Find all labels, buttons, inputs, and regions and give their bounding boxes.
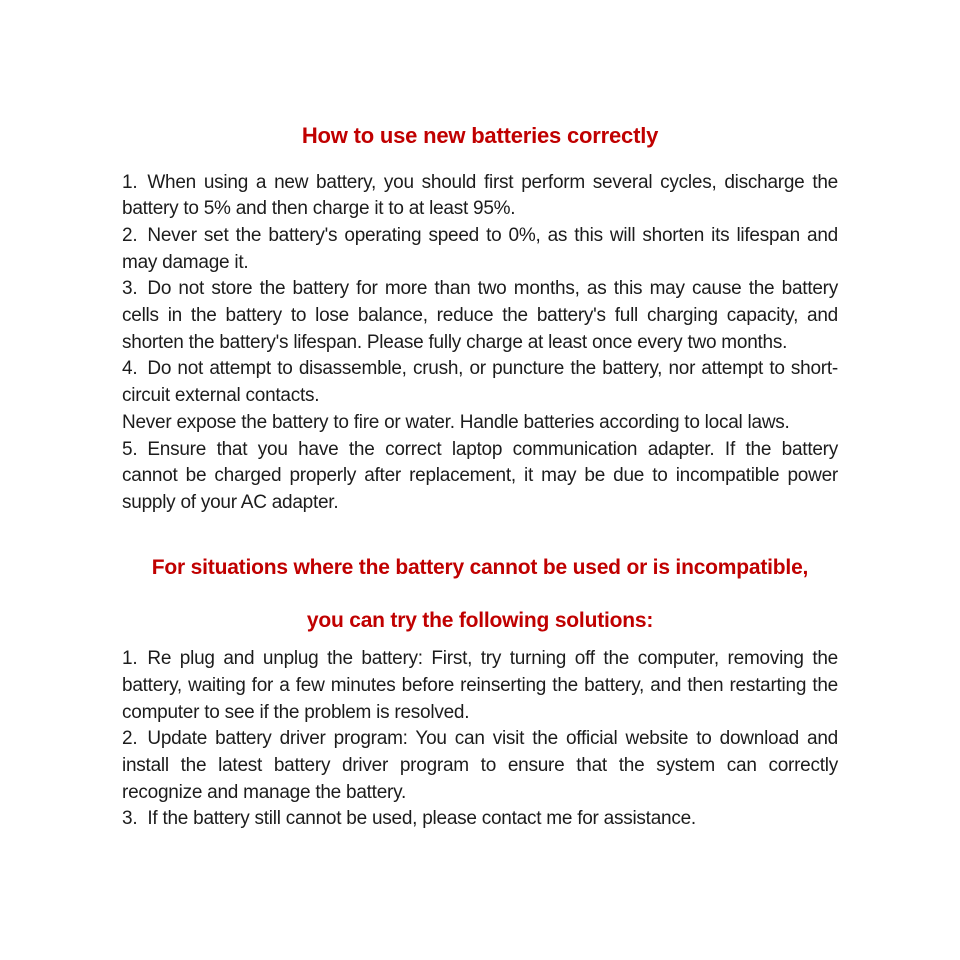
usage-instructions-list <box>122 170 838 517</box>
item-text: If the battery still cannot be used, please contact me for assistance. <box>147 808 696 830</box>
item-number: 3. <box>122 278 138 300</box>
list-item <box>122 646 838 726</box>
troubleshooting-heading-line2: you can try the following solutions: <box>306 608 654 632</box>
troubleshooting-heading-line1: For situations where the battery cannot be used or is incompatible, <box>151 555 809 579</box>
troubleshooting-solutions-list <box>122 646 838 833</box>
item-number: 1. <box>122 171 138 193</box>
list-item <box>122 356 838 409</box>
list-item <box>122 726 838 806</box>
item-number: 2. <box>122 728 138 750</box>
item-number: 5. <box>122 438 138 460</box>
list-item <box>122 410 838 437</box>
list-item <box>122 276 838 356</box>
item-text: Never expose the battery to fire or water. Handle batteries according to local laws. <box>122 411 790 433</box>
item-text: Do not store the battery for more than two months, as this may cause the battery cells in the battery to lose balance, reduce the battery's full charging capacity, and shorten the battery's lifespan. Please fully charge at least once every two months. <box>122 278 838 353</box>
list-item <box>122 170 838 223</box>
item-text: Ensure that you have the correct laptop communication adapter. If the battery cannot be charged properly after replacement, it may be due to incompatible power supply of your AC adapter. <box>122 438 838 513</box>
item-number: 3. <box>122 808 138 830</box>
item-number: 2. <box>122 224 138 246</box>
item-text: When using a new battery, you should first perform several cycles, discharge the battery to 5% and then charge it to at least 95%. <box>122 171 838 220</box>
item-text: Never set the battery's operating speed to 0%, as this will shorten its lifespan and may damage it. <box>122 224 838 273</box>
list-item <box>122 223 838 276</box>
document-content <box>122 0 838 833</box>
list-item <box>122 437 838 517</box>
item-text: Re plug and unplug the battery: First, try turning off the computer, removing the battery, waiting for a few minutes before reinserting the battery, and then restarting the computer to see if the problem is resolved. <box>122 648 838 723</box>
page-title: How to use new batteries correctly <box>301 123 659 148</box>
item-number: 1. <box>122 648 138 670</box>
item-text: Update battery driver program: You can visit the official website to download and install the latest battery driver program to ensure that the system can correctly recognize and manage the battery. <box>122 728 838 803</box>
item-number: 4. <box>122 358 138 380</box>
list-item <box>122 806 838 833</box>
item-text: Do not attempt to disassemble, crush, or puncture the battery, nor attempt to short-circuit external contacts. <box>122 358 838 407</box>
